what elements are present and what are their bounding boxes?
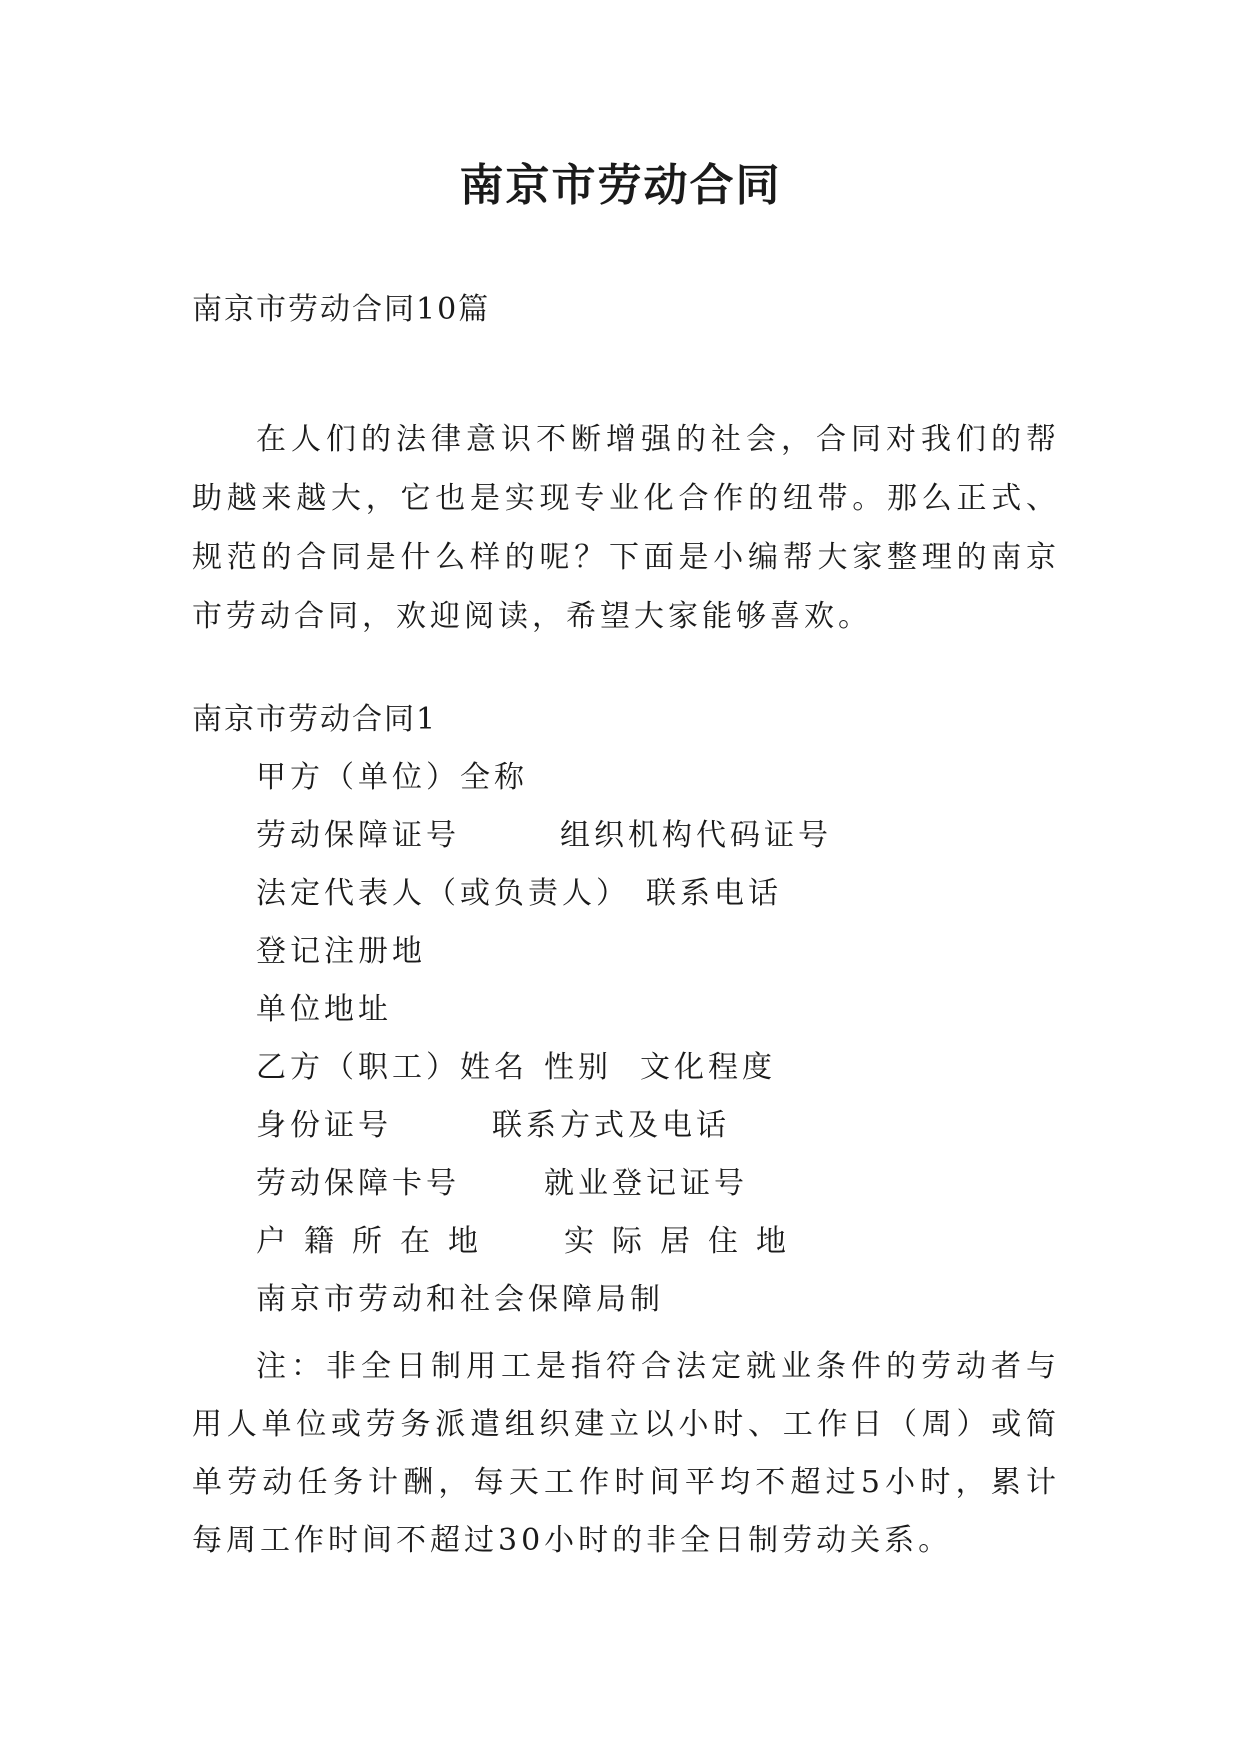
labor-security-no-label: 劳动保障证号: [256, 818, 460, 853]
section-heading: 南京市劳动合同1: [192, 702, 438, 737]
field-row-household: [256, 1222, 832, 1280]
field-row-labor-card: [256, 1164, 832, 1222]
education-label: 文化程度: [640, 1050, 776, 1085]
contract-fields-list: [256, 758, 832, 1338]
intro-paragraph: 在人们的法律意识不断增强的社会，合同对我们的帮助越来越大，它也是实现专业化合作的纽带。那么正式、规范的合同是什么样的呢？下面是小编帮大家整理的南京市劳动合同，欢迎阅读，希望大家能够喜欢。: [192, 422, 1060, 634]
gender-label: 性别: [544, 1050, 612, 1085]
party-a-name-label: 甲方（单位）全称: [256, 760, 528, 795]
field-row-labor-security: [256, 816, 832, 874]
field-row-registered-address: [256, 932, 832, 990]
registered-address-label: 登记注册地: [256, 934, 426, 969]
legal-rep-label: 法定代表人（或负责人）: [256, 876, 630, 911]
document-title: 南京市劳动合同: [459, 160, 782, 211]
party-b-name-label: 乙方（职工）姓名: [256, 1050, 528, 1085]
household-location-label: 户籍所在地: [256, 1224, 496, 1259]
field-row-legal-rep: [256, 874, 832, 932]
contact-method-label: 联系方式及电话: [492, 1108, 730, 1143]
note-paragraph: 注：非全日制用工是指符合法定就业条件的劳动者与用人单位或劳务派遣组织建立以小时、工作日（周）或简单劳动任务计酬，每天工作时间平均不超过5小时，累计每周工作时间不超过30小时的非全日制劳动关系。: [192, 1349, 1060, 1558]
document-subtitle: 南京市劳动合同10篇: [192, 292, 491, 327]
field-row-party-a: [256, 758, 832, 816]
labor-card-no-label: 劳动保障卡号: [256, 1166, 460, 1201]
actual-residence-label: 实际居住地: [564, 1224, 804, 1259]
unit-address-label: 单位地址: [256, 992, 392, 1027]
org-code-cert-label: 组织机构代码证号: [560, 818, 832, 853]
id-no-label: 身份证号: [256, 1108, 392, 1143]
field-row-id: [256, 1106, 832, 1164]
contact-phone-label: 联系电话: [646, 876, 782, 911]
employment-reg-no-label: 就业登记证号: [544, 1166, 748, 1201]
field-row-party-b: [256, 1048, 832, 1106]
issuer-label: 南京市劳动和社会保障局制: [256, 1282, 664, 1317]
field-row-unit-address: [256, 990, 832, 1048]
field-row-issuer: [256, 1280, 832, 1338]
